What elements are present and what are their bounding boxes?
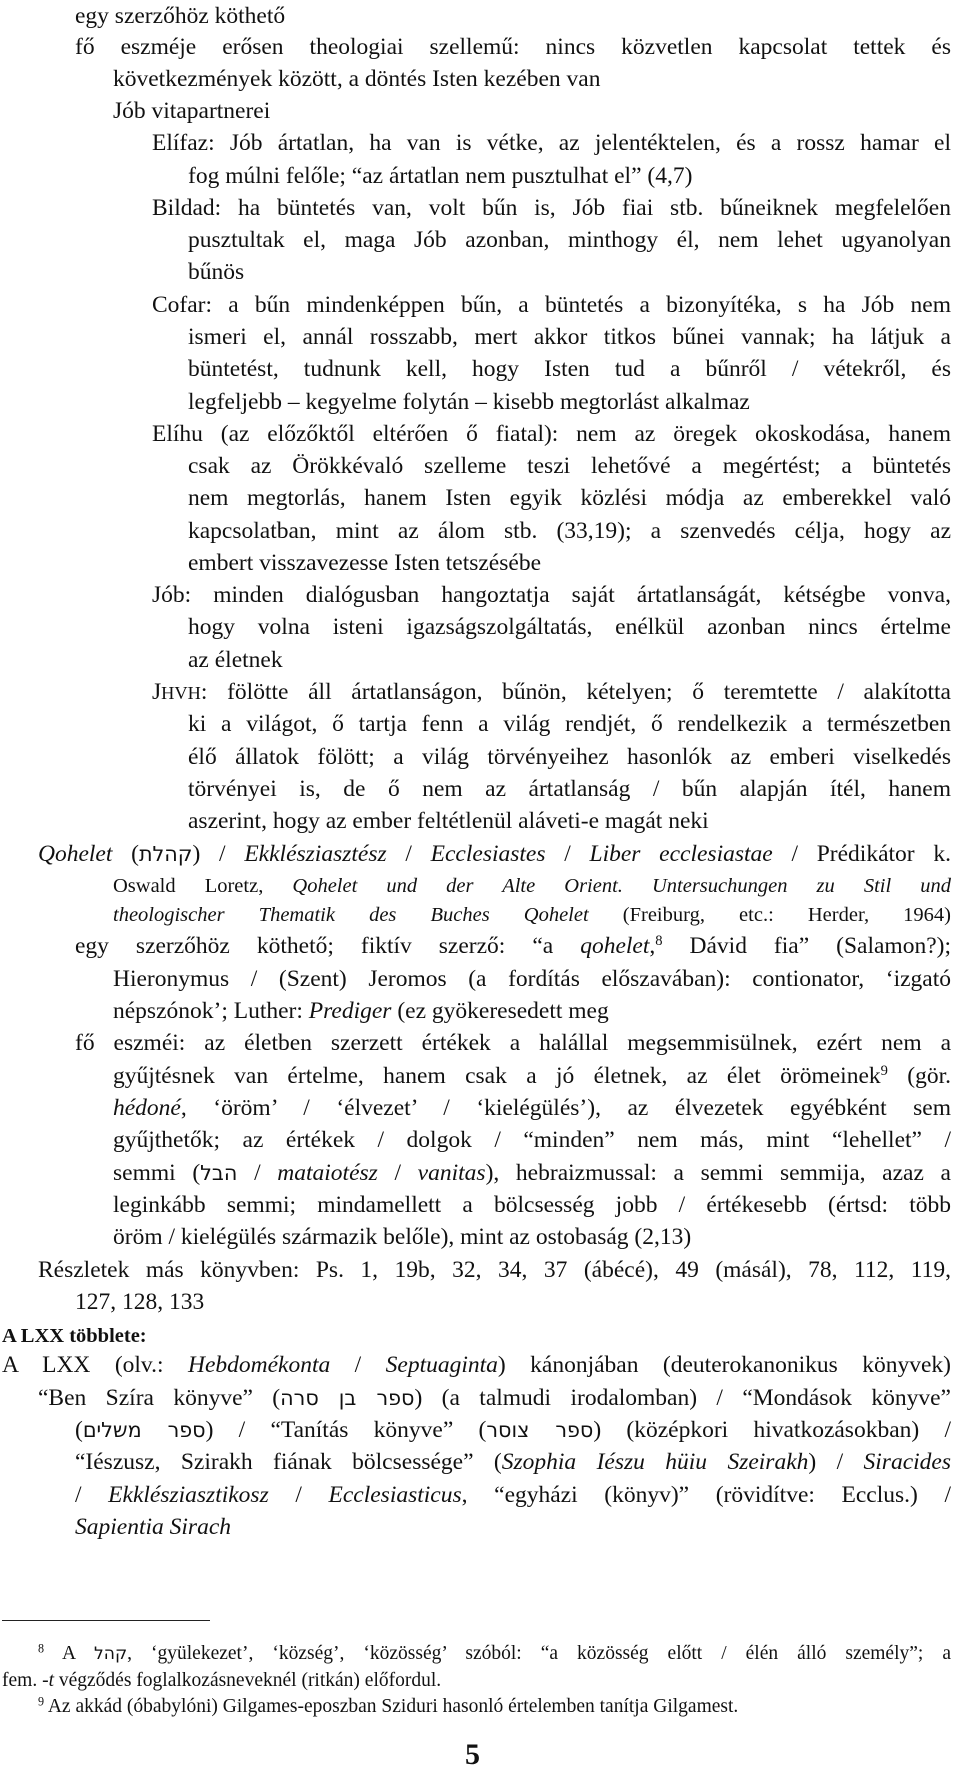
text-span: J (152, 679, 162, 705)
text-line (75, 1286, 204, 1318)
text-span: qohelet (580, 933, 650, 959)
hebrew-term: קהל (94, 1644, 128, 1664)
text-span: / (330, 1352, 386, 1378)
text-line (113, 1060, 951, 1092)
text-span: Hebdomékonta (187, 1352, 331, 1378)
text-span: Jób: minden dialógusban hangoztatja saját ártatlanságát, kétségbe vonva, (152, 582, 951, 608)
text-span: (Freiburg, etc.: Herder, 1964) (588, 904, 951, 926)
text-span: ) kánonjában (deuterokanonikus könyvek) (497, 1352, 951, 1378)
text-line (38, 1691, 738, 1723)
text-line (188, 224, 951, 256)
text-span: A LXX többlete: (2, 1325, 147, 1347)
text-span: Ekklésziasztikosz (108, 1482, 269, 1508)
hebrew-term: ספר משלים (82, 1418, 206, 1442)
text-span: , (649, 933, 656, 959)
footnote-marker: 8 (38, 1641, 45, 1656)
text-line (188, 805, 709, 837)
text-span: Bildad: ha büntetés van, volt bűn is, Jób fiai stb. bűneiknek megfelelően (152, 195, 951, 221)
text-line (113, 995, 609, 1027)
text-line (188, 353, 951, 385)
text-span: következmények között, a döntés Isten kezében van (113, 66, 601, 92)
text-span: Az akkád (óbabylóni) Gilgames-eposzban Sziduri hasonló értelemben tanítja Gilgamest. (44, 1696, 739, 1717)
text-span: bűnös (188, 259, 245, 285)
text-line (2, 1320, 147, 1352)
text-line (188, 256, 244, 288)
text-line (75, 1414, 951, 1446)
text-line (188, 644, 283, 676)
text-line (152, 192, 951, 224)
text-span: ki a világot, ő tartja fenn a világ rendjét, ő rendelkezik a természetben (188, 711, 951, 737)
text-span: büntetést, tudnunk kell, hogy Isten tud a bűnről / vétekről, és (188, 356, 951, 382)
text-span: Prediger (308, 998, 392, 1024)
text-span: , “egyházi (könyv)” (rövidítve: Ecclus.) / (461, 1482, 952, 1508)
text-span: ismeri el, annál rosszabb, mert akkor titkos bűnei vannak; ha látjuk a (188, 324, 951, 350)
text-line (152, 127, 951, 159)
text-span: ) / (808, 1449, 864, 1475)
text-span: Hieronymus / (Szent) Jeromos (a fordítás előszavában): contionator, ‘izgató (113, 966, 951, 992)
text-line (188, 515, 951, 547)
text-span: / (377, 1160, 418, 1186)
footnote-marker: 8 (655, 933, 663, 949)
text-span: (gör. (887, 1063, 951, 1089)
text-span: fő eszméi: az életben szerzett értékek a halállal megsemmisülnek, ezért nem a (75, 1030, 951, 1056)
text-line (152, 579, 951, 611)
text-line (188, 611, 951, 643)
text-span: nem megtorlás, hanem Isten egyik közlési módja az emberekkel való (188, 485, 951, 511)
text-span: “Ben Szíra könyve” ( (38, 1385, 281, 1411)
text-span: Részletek más könyvben: Ps. 1, 19b, 32, 34, 37 (ábécé), 49 (másál), 78, 112, 119, (38, 1257, 951, 1283)
text-span: / (545, 841, 590, 867)
text-span: gyűjtésnek van értelme, hanem csak a jó életnek, az élet örömeinek (113, 1063, 881, 1089)
text-span: Siracides (863, 1449, 951, 1475)
text-line (188, 547, 541, 579)
text-span: fem. (2, 1670, 43, 1691)
text-line (152, 289, 951, 321)
text-span: / (268, 1482, 329, 1508)
text-line (75, 1511, 231, 1543)
footnote-separator (2, 1620, 210, 1621)
text-span: Septuaginta (385, 1352, 498, 1378)
text-line (188, 450, 951, 482)
text-span: Ekklésziasztész (244, 841, 387, 867)
text-line (75, 1479, 951, 1511)
text-span: hédoné (113, 1095, 181, 1121)
text-span: embert visszavezesse Isten tetszésébe (188, 550, 541, 576)
footnote-marker: 9 (880, 1063, 888, 1079)
text-span: mataiotész (277, 1160, 378, 1186)
text-span: pusztultak el, maga Jób azonban, minthogy él, nem lehet ugyanolyan (188, 227, 951, 253)
text-line (188, 741, 951, 773)
hebrew-term: ספר בן סרה (280, 1386, 415, 1410)
hebrew-term: הבל (200, 1161, 238, 1185)
text-span: leginkább semmi; mindamellett a bölcsesség jobb / értékesebb (értsd: több (113, 1192, 951, 1218)
text-span: végződés foglalkozásneveknél (ritkán) előfordul. (54, 1670, 442, 1691)
text-span: / (386, 841, 431, 867)
text-span: aszerint, hogy az ember feltétlenül aláveti-e magát neki (188, 808, 709, 834)
text-span: theologischer Thematik des Buches Qohelet (113, 904, 589, 926)
text-line (113, 963, 951, 995)
text-span: Qohelet und der Alte Orient. Untersuchungen zu Stil und (292, 875, 952, 897)
text-span: (ez gyökeresedett meg (391, 998, 609, 1024)
text-line (38, 1254, 951, 1286)
text-span: ) / (192, 841, 245, 867)
text-span: ) / “Tanítás könyve” ( (205, 1417, 487, 1443)
text-span: Elíhu (az előzőktől eltérően ő fiatal): nem az öregek okoskodása, hanem (152, 421, 951, 447)
text-line (113, 63, 600, 95)
text-span: A LXX (olv.: (2, 1352, 188, 1378)
page-number: 5 (465, 1738, 480, 1771)
text-line (188, 386, 750, 418)
text-line (113, 899, 951, 931)
text-span: ) (a talmudi irodalomban) / “Mondások könyve” (414, 1385, 951, 1411)
text-line (152, 418, 951, 450)
text-line (38, 1382, 951, 1414)
text-span: Qohelet (38, 841, 113, 867)
text-span: HVH (161, 683, 201, 703)
text-span: egy szerzőhöz köthető (75, 3, 286, 29)
text-span: egy szerzőhöz köthető; fiktív szerző: “a (75, 933, 581, 959)
text-span: törvényei is, de ő nem az ártatlanság / bűn alapján ítél, hanem (188, 776, 951, 802)
text-line (113, 870, 951, 902)
text-line (75, 1446, 951, 1478)
text-span: ), hebraizmussal: a semmi semmija, azaz a (485, 1160, 951, 1186)
text-span: / (75, 1482, 109, 1508)
text-span: vanitas (417, 1160, 486, 1186)
text-line (113, 1124, 951, 1156)
text-span: legfeljebb – kegyelme folytán – kisebb megtorlást alkalmaz (188, 389, 750, 415)
text-span: ( (75, 1417, 83, 1443)
text-span: Ecclesiastes (430, 841, 546, 867)
text-span: élő állatok fölött; a világ törvényeihez hasonlók az emberi viselkedés (188, 744, 951, 770)
text-span: Liber ecclesiastae (589, 841, 773, 867)
text-span: / (237, 1160, 278, 1186)
text-line (152, 676, 951, 708)
text-line (75, 930, 951, 962)
text-span: semmi ( (113, 1160, 201, 1186)
text-line (188, 708, 951, 740)
text-span: Sapientia Sirach (75, 1514, 231, 1540)
text-span: kapcsolatban, mint az álom stb. (33,19); a szenvedés célja, hogy az (188, 518, 951, 544)
text-span: öröm / kielégülés származik belőle), mint az ostobaság (2,13) (113, 1224, 692, 1250)
text-span: Cofar: a bűn mindenképpen bűn, a büntetés a bizonyítéka, s ha Jób nem (152, 292, 951, 318)
text-line (113, 95, 270, 127)
text-span: gyűjthetők; az értékek / dolgok / “minden” nem más, mint “lehellet” / (113, 1127, 951, 1153)
text-span: hogy volna isteni igazságszolgáltatás, enélkül azonban nincs értelme (188, 614, 951, 640)
text-span: 127, 128, 133 (75, 1289, 205, 1315)
text-span: fő eszméje erősen theologiai szellemű: nincs közvetlen kapcsolat tettek és (75, 34, 951, 60)
text-line (75, 1027, 951, 1059)
text-span: népszónok’; Luther: (113, 998, 309, 1024)
text-span: Ecclesiasticus (328, 1482, 462, 1508)
text-line (113, 1157, 951, 1189)
text-line (113, 1221, 691, 1253)
text-span: -t (42, 1670, 54, 1691)
text-span: / Prédikátor k. (772, 841, 951, 867)
text-span: : fölötte áll ártatlanságon, bűnön, kételyen; ő teremtette / alakította (200, 679, 951, 705)
footnote-marker: 9 (38, 1694, 45, 1709)
text-span: Oswald Loretz, (113, 875, 293, 897)
hebrew-term: ספר צוסר (486, 1418, 594, 1442)
text-line (188, 482, 951, 514)
text-line (188, 773, 951, 805)
text-line (75, 31, 951, 63)
text-line (188, 321, 951, 353)
text-span: A (44, 1643, 94, 1664)
text-line (113, 1092, 951, 1124)
text-span: ( (112, 841, 139, 867)
text-line (75, 0, 285, 32)
text-span: az életnek (188, 647, 283, 673)
hebrew-term: קהלת (138, 842, 193, 866)
text-span: Jób vitapartnerei (113, 98, 271, 124)
text-span: Dávid fia” (Salamon?); (662, 933, 951, 959)
text-span: Szophia Iészu hüiu Szeirakh (501, 1449, 809, 1475)
text-span: csak az Örökkévaló szelleme teszi lehetővé a megértést; a büntetés (188, 453, 951, 479)
text-span: “Iészusz, Szirakh fiának bölcsessége” ( (75, 1449, 502, 1475)
text-span: fog múlni felőle; “az ártatlan nem pusztulhat el” (4,7) (188, 163, 693, 189)
text-span: Elífaz: Jób ártatlan, ha van is vétke, az jelentéktelen, és a rossz hamar el (152, 130, 951, 156)
text-line (188, 160, 692, 192)
text-line (2, 1349, 951, 1381)
text-line (38, 838, 951, 870)
text-span: , ‘gyülekezet’, ‘község’, ‘közösség’ szóból: “a közösség előtt / élén álló személy”; a (127, 1643, 951, 1664)
text-span: , ‘öröm’ / ‘élvezet’ / ‘kielégülés’), az élvezetek egyébként sem (180, 1095, 951, 1121)
text-span: ) (középkori hivatkozásokban) / (593, 1417, 952, 1443)
text-line (113, 1189, 951, 1221)
